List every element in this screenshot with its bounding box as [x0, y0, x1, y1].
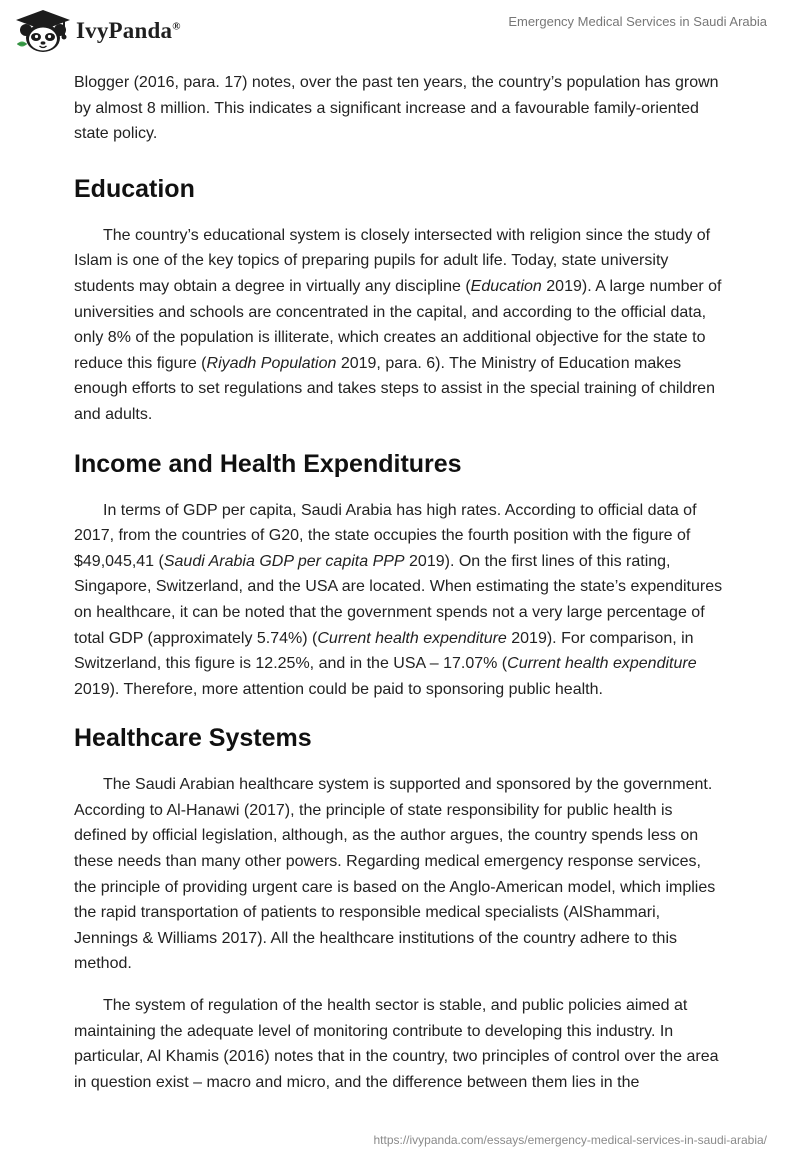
- document-title: Emergency Medical Services in Saudi Arabia: [508, 14, 767, 29]
- healthcare-paragraph-2: The system of regulation of the health sector is stable, and public policies aimed at maintaining the adequate level of monitoring contribute to developing this industry. In particular, Al Khamis (2016) notes that in the country, two principles of control over the area in question exist – macro and micro, and the difference between them lies in the: [74, 997, 719, 1091]
- page-header: [0, 0, 800, 64]
- essay-body: [74, 70, 724, 1095]
- logo-wordmark: IvyPanda®: [76, 18, 181, 43]
- intro-paragraph: Blogger (2016, para. 17) notes, over the past ten years, the country’s population has grown by almost 8 million. This indicates a significant increase and a favourable family-oriented state policy.: [74, 74, 719, 143]
- heading-income-health-expenditures: Income and Health Expenditures: [74, 449, 462, 478]
- heading-education: Education: [74, 174, 195, 203]
- source-url[interactable]: https://ivypanda.com/essays/emergency-medical-services-in-saudi-arabia/: [373, 1133, 767, 1147]
- education-paragraph: The country’s educational system is closely intersected with religion since the study of Islam is one of the key topics of preparing pupils for adult life. Today, state university students may obtain a degree in virtually any discipline (Education 2019). A large number of universities and schools are concentrated in the capital, and according to the official data, only 8% of the population is illiterate, which creates an additional objective for the state to reduce this figure (Riyadh Population 2019, para. 6). The Ministry of Education makes enough efforts to set regulations and takes steps to assist in the special training of children and adults.: [74, 226, 722, 423]
- heading-healthcare-systems: Healthcare Systems: [74, 724, 312, 753]
- income-paragraph: In terms of GDP per capita, Saudi Arabia has high rates. According to official data of 2017, from the countries of G20, the state occupies the fourth position with the figure of $49,045,41 (Saudi Arabia GDP per capita PPP 2019). On the first lines of this rating, Singapore, Switzerland, and the USA are located. When estimating the state’s expenditures on healthcare, it can be noted that the government spends not a very large percentage of total GDP (approximately 5.74%) (Current health expenditure 2019). For comparison, in Switzerland, this figure is 12.25%, and in the USA – 17.07% (Current health expenditure 2019). Therefore, more attention could be paid to sponsoring public health.: [74, 501, 723, 698]
- ivypanda-logo[interactable]: [14, 8, 181, 54]
- healthcare-paragraph-1: The Saudi Arabian healthcare system is supported and sponsored by the government. According to Al-Hanawi (2017), the principle of state responsibility for public health is defined by official legislation, although, as the author argues, the country spends less on these needs than many other powers. Regarding medical emergency response services, the principle of providing urgent care is based on the Anglo-American model, which implies the rapid transportation of patients to responsible medical specialists (AlShammari, Jennings & Williams 2017). All the healthcare institutions of the country adhere to this method.: [74, 776, 716, 973]
- panda-graduate-icon: [14, 8, 72, 54]
